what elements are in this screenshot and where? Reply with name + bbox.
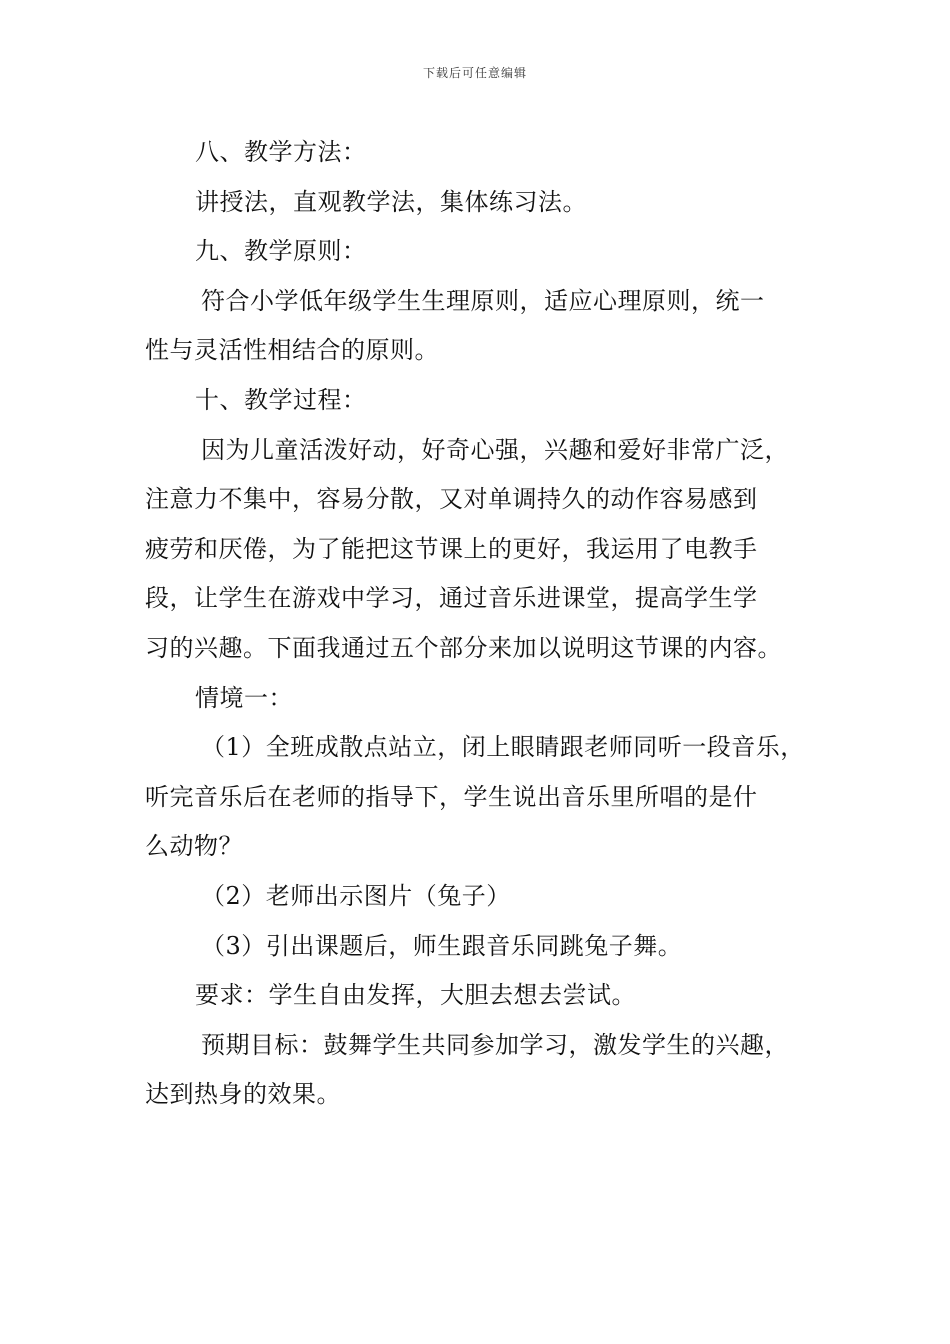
- paragraph-line: 注意力不集中，容易分散，又对单调持久的动作容易感到: [145, 485, 758, 514]
- page-header: 下载后可任意编辑: [422, 66, 527, 80]
- paragraph-line: 符合小学低年级学生生理原则，适应心理原则，统一: [201, 286, 765, 315]
- scenario-heading: 情境一：: [195, 683, 293, 712]
- section-heading-method: 八、教学方法：: [195, 138, 367, 166]
- paragraph-line: 段，让学生在游戏中学习，通过音乐进课堂，提高学生学: [145, 584, 758, 613]
- paragraph-line: 听完音乐后在老师的指导下，学生说出音乐里所唱的是什: [145, 782, 758, 811]
- paragraph-line: 么动物？: [145, 832, 243, 861]
- requirement-line: 要求：学生自由发挥，大胆去想去尝试。: [195, 981, 636, 1010]
- document-body: [145, 128, 835, 1120]
- paragraph-line: 达到热身的效果。: [145, 1080, 341, 1109]
- paragraph-line: 疲劳和厌倦，为了能把这节课上的更好，我运用了电教手: [145, 534, 758, 563]
- list-item: （2）老师出示图片（兔子）: [201, 881, 511, 910]
- list-item: （1）全班成散点站立，闭上眼睛跟老师同听一段音乐，: [201, 733, 805, 762]
- goal-line: 预期目标：鼓舞学生共同参加学习，激发学生的兴趣，: [201, 1030, 789, 1059]
- paragraph-line: 性与灵活性相结合的原则。: [145, 336, 439, 365]
- list-item: （3）引出课题后，师生跟音乐同跳兔子舞。: [201, 931, 683, 960]
- paragraph-line: 因为儿童活泼好动，好奇心强，兴趣和爱好非常广泛，: [201, 435, 789, 464]
- paragraph-line: 讲授法，直观教学法，集体练习法。: [195, 187, 587, 216]
- section-heading-process: 十、教学过程：: [195, 385, 367, 414]
- section-heading-principle: 九、教学原则：: [195, 237, 367, 266]
- paragraph-line: 习的兴趣。下面我通过五个部分来加以说明这节课的内容。: [145, 633, 782, 662]
